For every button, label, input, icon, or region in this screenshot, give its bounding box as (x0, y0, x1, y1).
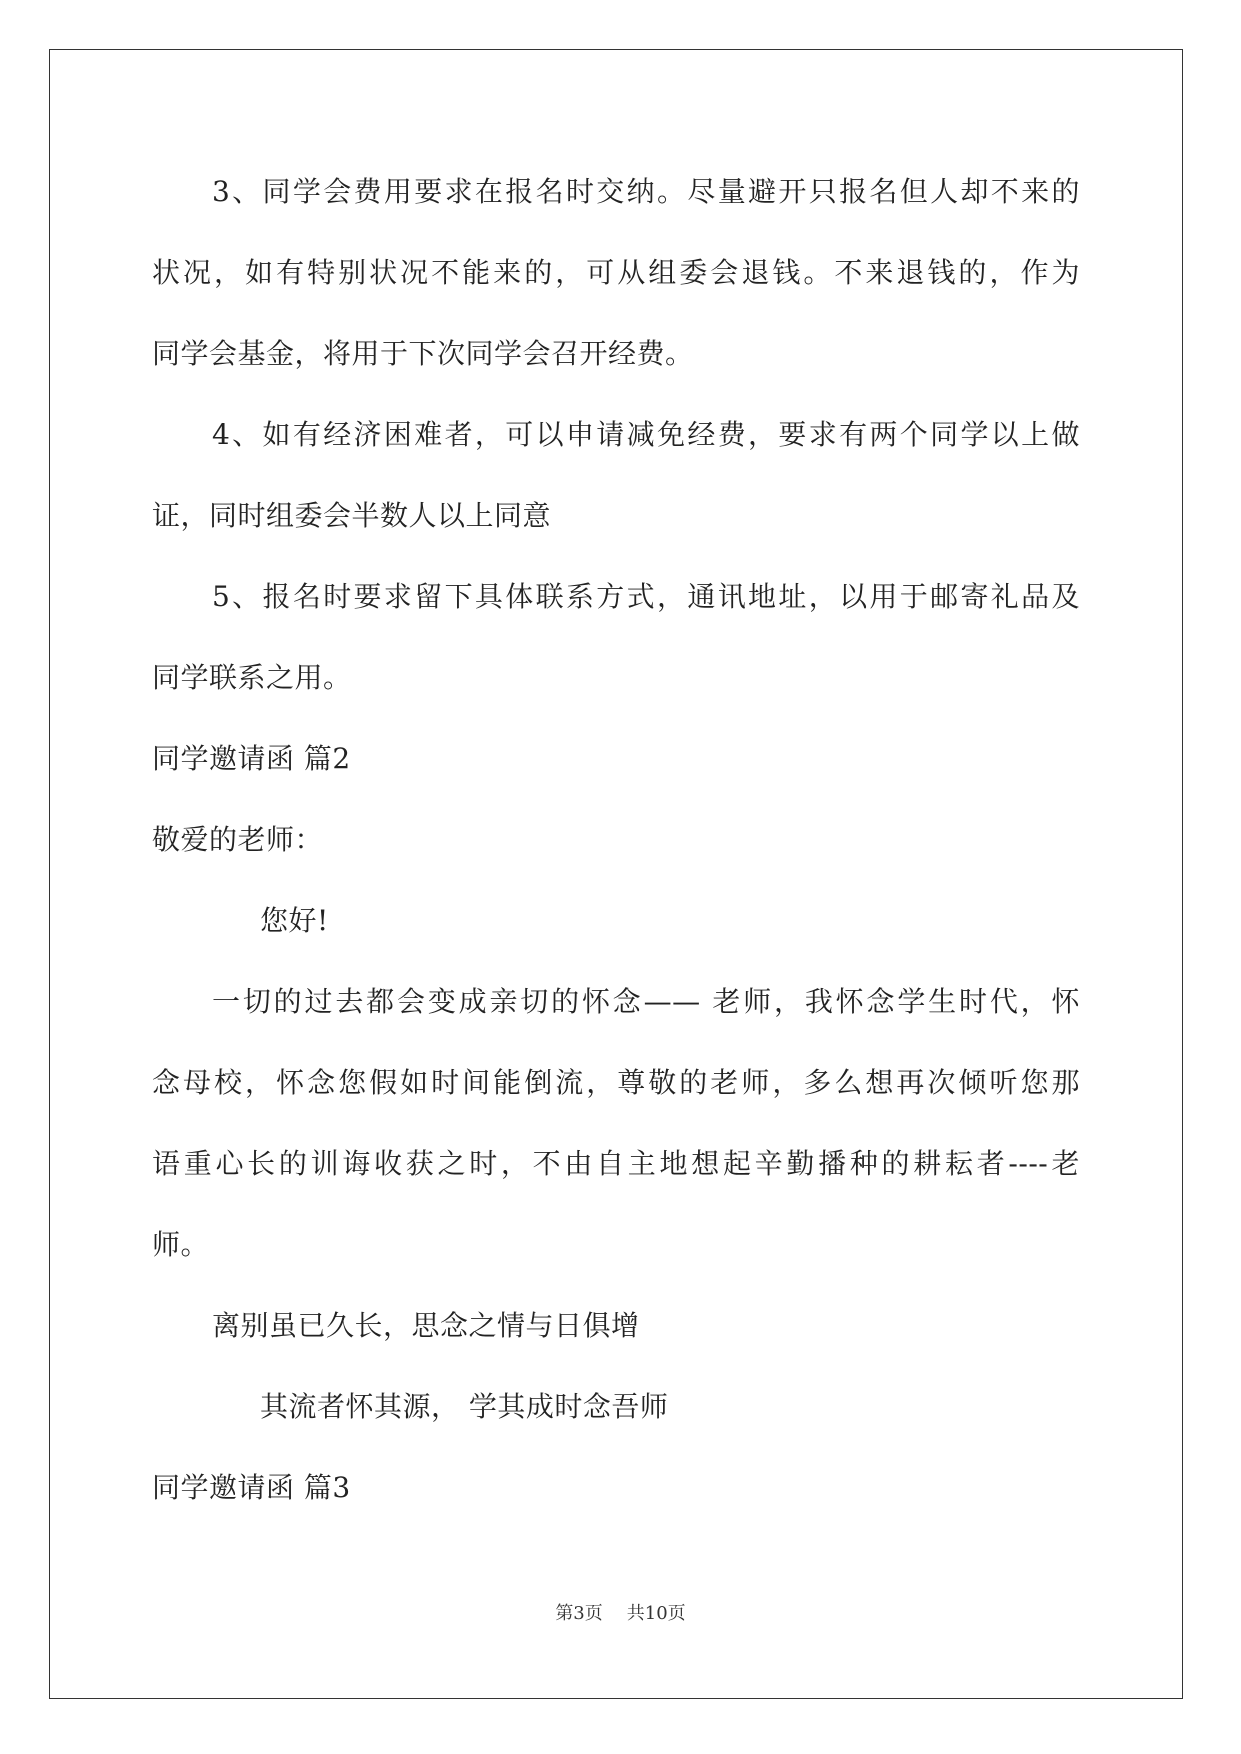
page-number-current: 第3页 (555, 1603, 603, 1624)
page-number-total: 共10页 (626, 1603, 686, 1624)
verse-line-2: 其流者怀其源， 学其成时念吾师 (260, 1390, 669, 1423)
letter-body-line-4: 师。 (152, 1228, 210, 1261)
letter-body-line-2: 念母校，怀念您假如时间能倒流，尊敬的老师，多么想再次倾听您那 (152, 1066, 1080, 1099)
salutation: 敬爱的老师： (152, 823, 324, 856)
page-border (49, 49, 1183, 1699)
paragraph-3-line-3: 同学会基金，将用于下次同学会召开经费。 (152, 337, 694, 370)
paragraph-3-line-2: 状况，如有特别状况不能来的，可从组委会退钱。不来退钱的，作为 (152, 256, 1080, 289)
page-footer (0, 1602, 1241, 1626)
paragraph-3-line-1: 3、同学会费用要求在报名时交纳。尽量避开只报名但人却不来的 (212, 175, 1080, 208)
paragraph-5-line-2: 同学联系之用。 (152, 661, 352, 694)
paragraph-4-line-1: 4、如有经济困难者，可以申请减免经费，要求有两个同学以上做 (212, 418, 1080, 451)
section-heading-3: 同学邀请函 篇3 (152, 1471, 351, 1504)
verse-line-1: 离别虽已久长，思念之情与日俱增 (212, 1309, 640, 1342)
letter-body-line-1: 一切的过去都会变成亲切的怀念—— 老师，我怀念学生时代，怀 (212, 985, 1080, 1018)
paragraph-4-line-2: 证，同时组委会半数人以上同意 (152, 499, 552, 532)
paragraph-5-line-1: 5、报名时要求留下具体联系方式，通讯地址，以用于邮寄礼品及 (212, 580, 1080, 613)
letter-body-line-3: 语重心长的训诲收获之时，不由自主地想起辛勤播种的耕耘者----老 (152, 1147, 1080, 1180)
section-heading-2: 同学邀请函 篇2 (152, 742, 351, 775)
greeting: 您好! (260, 904, 329, 937)
